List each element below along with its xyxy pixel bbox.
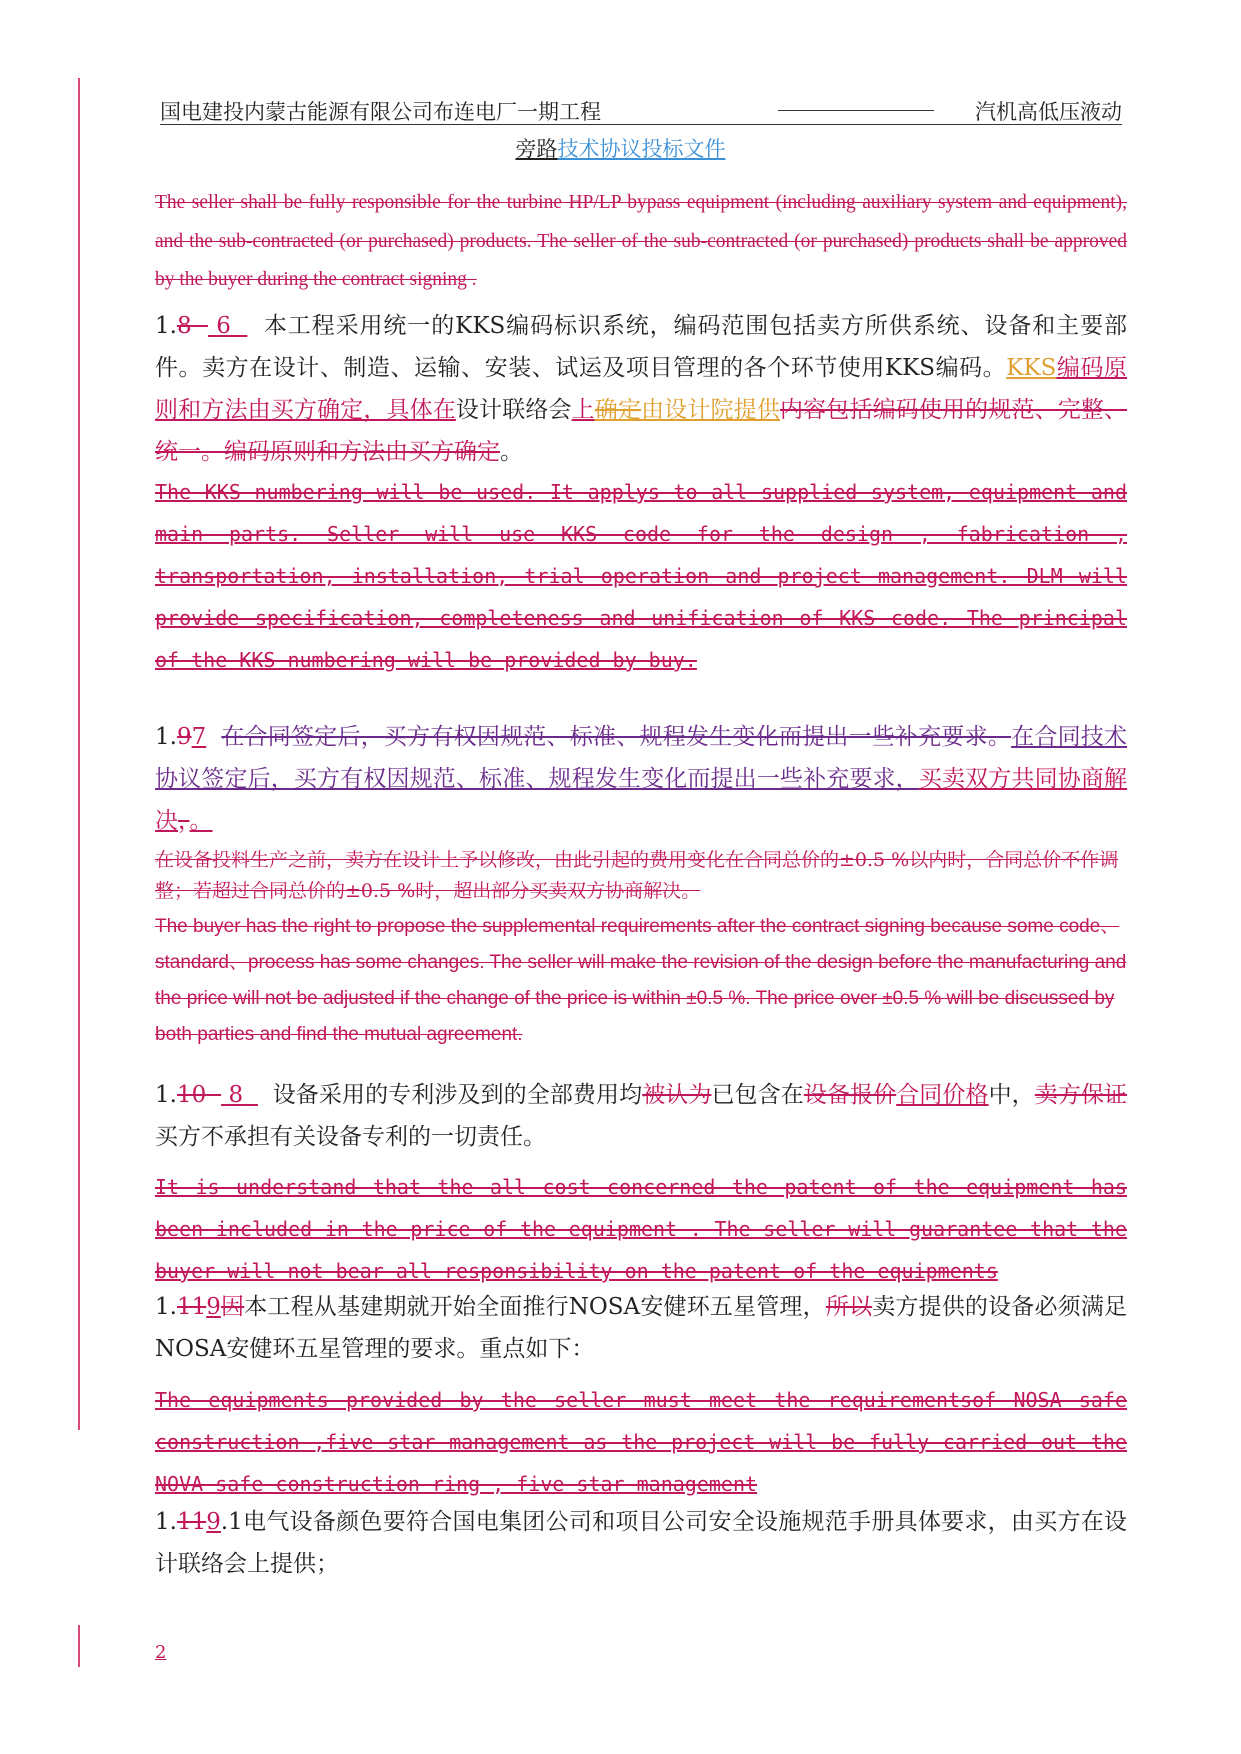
page-number: 2: [155, 1642, 167, 1663]
clause-number-deleted: 10: [176, 1082, 207, 1108]
header-rule: [160, 124, 1122, 125]
revision-change-bar-footer: [78, 1625, 80, 1667]
period: 。: [500, 439, 523, 465]
clause-1-6-kks: [155, 305, 1127, 473]
clause-number-deleted: 11: [176, 1509, 207, 1535]
deleted-2: 设备报价: [803, 1082, 897, 1108]
clause-number-prefix: 1.: [155, 1294, 177, 1320]
inserted-2: 合同价格: [896, 1082, 989, 1108]
paragraph-en-supplemental: The buyer has the right to propose the supplemental requirements after the contract signing because some code、standard、process has some changes. The seller will make the revision of the design before the manufacturing and the price will not be adjusted if the change of the price is within ±0.5 %. The price over ±0.5 % will be discussed by both parties and find the mutual agreement.: [155, 916, 1127, 1045]
clause-1-8-patent: [155, 1074, 1127, 1158]
clause-number-inserted-value: 6: [216, 313, 231, 339]
text-4: 买方不承担有关设备专利的一切责任。: [155, 1124, 546, 1150]
header-subtitle: [0, 133, 1241, 163]
paragraph-en-nosa: The equipments provided by the seller must meet the requirementsof NOSA safe construction ,five star management as the project will be fully carried out the NOVA safe construction ring , five star management: [155, 1388, 1127, 1496]
inserted-text-design-institute: 由设计院提供: [641, 397, 780, 423]
clause-1-6-text: 本工程采用统一的KKS编码标识系统，编码范围包括卖方所供系统、设备和主要部件。卖方在设计、制造、运输、安装、试运及项目管理的各个环节使用KKS编码。: [155, 313, 1128, 381]
clause-1-9-1-color: [155, 1501, 1127, 1585]
clause-number-prefix: 1.: [155, 1082, 177, 1108]
inserted-sentence: 在合同技术协议签定后，买方有权因规范、标准、规程发生变化而提出一些补充要求，: [155, 724, 1128, 792]
deleted-3: 卖方保证: [1034, 1082, 1128, 1108]
revision-change-bar: [78, 78, 80, 1430]
clause-number-inserted: 9: [206, 1294, 221, 1320]
clause-number-deleted: 11: [176, 1294, 207, 1320]
clause-number-prefix: 1.: [155, 313, 177, 339]
clause-1-9-nosa: [155, 1286, 1127, 1370]
text-2: 卖方提供的设备必须满足NOSA安健环五星管理的要求。重点如下：: [155, 1294, 1128, 1362]
paragraph-en-kks: The KKS numbering will be used. It applys to all supplied system, equipment and main parts. Seller will use KKS code for the design , fabrication , transportation, installation, trial operation and project management. DLM will provide specification, completeness and unification of KKS code. The principal of the KKS numbering will be provided by buy.: [155, 480, 1127, 672]
text-3: 中，: [988, 1082, 1035, 1108]
clause-number-inserted: 9: [206, 1509, 221, 1535]
clause-1-7-supplemental: [155, 716, 1127, 842]
design-meeting-text: 设计联络会: [455, 397, 572, 423]
inserted-negotiation: 买卖双方共同协商解决: [155, 766, 1128, 834]
text-1: 本工程从基建期就开始全面推行NOSA安健环五星管理，: [244, 1294, 826, 1320]
header-project-name: 国电建投内蒙古能源有限公司布连电厂一期工程: [160, 100, 601, 124]
text: .1电气设备颜色要符合国电集团公司和项目公司安全设施规范手册具体要求，由买方在设计联络会上提供；: [155, 1509, 1127, 1577]
deleted-text-2: 内容包括编码使用的规范、完整、统一。编码原则和方法由买方确定: [155, 397, 1128, 465]
inserted-text-2: 上: [571, 397, 595, 423]
paragraph-cn-price-adjust: 在设备投料生产之前，卖方在设计上予以修改，由此引起的费用变化在合同总价的±0.5 %以内时，合同总价不作调整；若超过合同总价的±0.5 %时，超出部分买卖双方协商解决。: [155, 849, 1119, 902]
paragraph-en-patent: It is understand that the all cost concerned the patent of the equipment has been included in the price of the equipment . The seller will guarantee that the buyer will not bear all responsibility on the patent of the equipments: [155, 1175, 1127, 1283]
clause-number-inserted: 7: [191, 724, 207, 750]
deleted-sentence: 在合同签定后，买方有权因规范、标准、规程发生变化而提出一些补充要求。: [221, 724, 1012, 750]
text-2: 已包含在: [711, 1082, 804, 1108]
deleted-comma: ，: [178, 808, 190, 834]
header-doc-title: 汽机高低压液动: [975, 100, 1122, 124]
inserted-text-1: 编码原则和方法由买方确定，具体在: [155, 355, 1127, 423]
deleted-2: 所以: [825, 1294, 873, 1320]
clause-number-prefix: 1.: [155, 1509, 177, 1535]
clause-number-deleted: 8: [176, 313, 192, 339]
header-separator-line: [778, 96, 934, 111]
text-1: 设备采用的专利涉及到的全部费用均: [272, 1082, 643, 1108]
clause-number-deleted: 9: [176, 724, 192, 750]
clause-number-gap: [192, 313, 208, 339]
clause-number-prefix: 1.: [155, 724, 177, 750]
subtitle-revised-text: 技术协议投标文件: [557, 137, 726, 161]
inserted-kks: KKS: [1006, 355, 1057, 381]
clause-number-gap: [206, 1082, 221, 1108]
deleted-1: 因: [220, 1294, 245, 1320]
clause-number-inserted: [208, 313, 247, 339]
clause-number-inserted: [221, 1082, 258, 1108]
paragraph-en-seller-responsibility: The seller shall be fully responsible for the turbine HP/LP bypass equipment (including auxiliary system and equipment), and the sub-contracted (or purchased) products. The seller of the sub-contracted (or purchased) products shall be approved by the buyer during the contract signing .: [155, 192, 1127, 290]
deleted-text-confirm: 确定: [594, 397, 642, 423]
subtitle-plain: 旁路: [515, 137, 558, 161]
deleted-1: 被认为: [642, 1082, 712, 1108]
clause-number-inserted-value: 8: [228, 1082, 244, 1108]
period: 。: [189, 808, 213, 834]
page-header: [160, 96, 1122, 126]
